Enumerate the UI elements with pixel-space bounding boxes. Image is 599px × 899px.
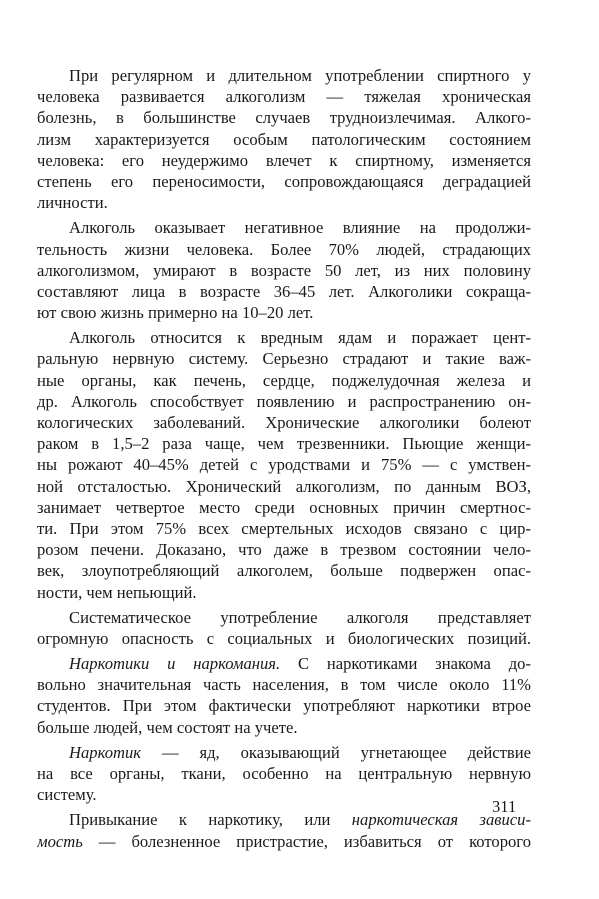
text-line: алкоголизмом, умирают в возрасте 50 лет, из них половину	[37, 260, 531, 280]
paragraph-life-expectancy	[37, 217, 531, 323]
section-term: Наркотики и наркомания.	[69, 654, 281, 674]
text-line: век, злоупотребляющий алкоголем, больше подвержен опас-	[37, 561, 531, 581]
text-fragment: — яд, оказывающий угнетающее действие	[141, 742, 531, 762]
text-line: При регулярном и длительном употреблении спиртного у	[69, 66, 531, 85]
text-line: болезнь, в большинстве случаев трудноизлечимая. Алкого-	[37, 108, 531, 128]
text-line: розом печени. Доказано, что даже в трезвом состоянии чело-	[37, 540, 531, 560]
text-line: степень его переносимости, сопровождающаяся деградацией	[37, 171, 531, 191]
text-line: кологических заболеваний. Хронические алкоголики болеют	[37, 413, 531, 432]
text-line: ности, чем непьющий.	[37, 582, 197, 602]
paragraph-systematic-use	[37, 607, 531, 649]
text-line: Алкоголь относится к вредным ядам и поражает цент-	[69, 328, 531, 348]
text-line: на все органы, ткани, особенно на центральную нервную	[37, 764, 531, 783]
paragraph-drug-dependence	[37, 809, 531, 851]
text-line: Алкоголь оказывает негативное влияние на продолжи-	[69, 218, 531, 238]
paragraph-alcoholism	[37, 65, 531, 213]
text-line	[37, 831, 531, 852]
text-line	[37, 742, 531, 763]
text-line: ют свою жизнь примерно на 10–20 лет.	[37, 303, 314, 323]
text-line: вольно значительная часть населения, в том числе около 11%	[37, 675, 531, 695]
text-line: систему.	[37, 785, 97, 805]
text-fragment: — болезненное пристрастие, избавиться от которого	[82, 831, 531, 851]
text-line: др. Алкоголь способствует появлению и распространению он-	[37, 391, 531, 411]
defined-term: Наркотик	[69, 742, 142, 762]
defined-term: мость	[37, 831, 83, 851]
text-line: лизм характеризуется особым патологическим состоянием	[37, 129, 531, 149]
text-line: человека: его неудержимо влечет к спиртному, изменяется	[37, 150, 531, 170]
text-line: ной отсталостью. Хронический алкоголизм, по данным ВОЗ,	[37, 476, 531, 496]
text-line: человека развивается алкоголизм — тяжелая хроническая	[37, 87, 531, 107]
paragraph-toxic-effects	[37, 327, 531, 602]
text-line: Систематическое употребление алкоголя представляет	[69, 607, 531, 627]
text-line: личности.	[37, 193, 108, 213]
text-line: студентов. При этом фактически употребляют наркотики втрое	[37, 696, 531, 716]
page-number: 311	[492, 797, 517, 816]
text-line: ны рожают 40–45% детей с уродствами и 75% — с умствен-	[37, 455, 531, 475]
text-line: ти. При этом 75% всех смертельных исходов связано с цир-	[37, 518, 531, 538]
text-line: тельность жизни человека. Более 70% людей, страдающих	[37, 239, 531, 259]
text-line	[37, 653, 531, 674]
text-line: больше людей, чем состоят на учете.	[37, 717, 298, 737]
text-line: ральную нервную систему. Серьезно страдают и такие важ-	[37, 349, 531, 369]
text-line: огромную опасность с социальных и биологических позиций.	[37, 628, 531, 648]
paragraph-drug-definition	[37, 742, 531, 806]
text-line	[37, 809, 531, 830]
body-text	[37, 65, 531, 852]
text-line: раком в 1,5–2 раза чаще, чем трезвенники. Пьющие женщи-	[37, 434, 531, 454]
text-line: занимает четвертое место среди основных причин смертнос-	[37, 497, 531, 517]
paragraph-drugs-and-addiction	[37, 653, 531, 738]
defined-term: наркотическая зависи-	[351, 810, 531, 830]
text-fragment: Привыкание к наркотику, или	[69, 810, 352, 830]
text-line: составляют лица в возрасте 36–45 лет. Алкоголики сокраща-	[37, 281, 531, 301]
text-line: ные органы, как печень, сердце, поджелудочная железа и	[37, 370, 531, 390]
text-fragment: С наркотиками знакома до-	[280, 654, 531, 674]
